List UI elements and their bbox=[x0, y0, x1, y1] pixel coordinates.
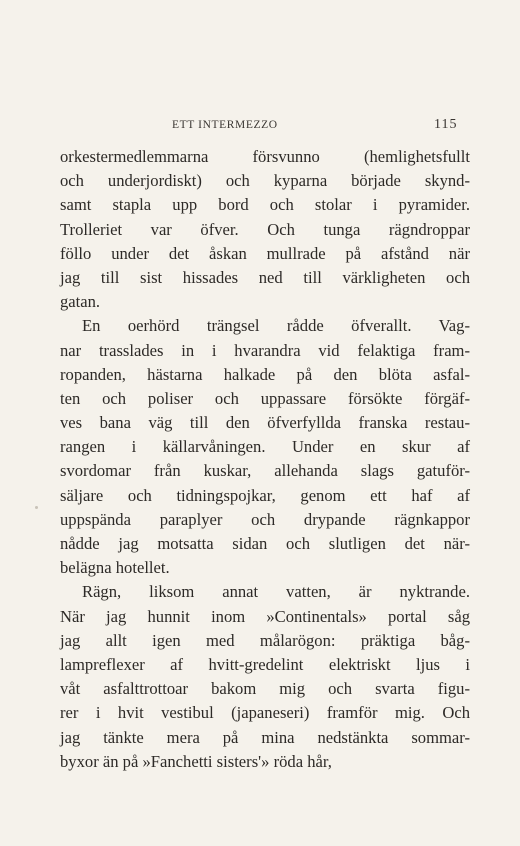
text-line: och underjordiskt) och kyparna började skynd- bbox=[60, 171, 470, 191]
text-line: föllo under det åskan mullrade på afstånd när bbox=[60, 243, 470, 263]
text-line: uppspända paraplyer och drypande rägnkappor bbox=[60, 509, 470, 529]
page-number: 115 bbox=[434, 117, 458, 132]
text-line: ves bana väg till den öfverfyllda franska restau- bbox=[60, 413, 470, 433]
text-line: orkestermedlemmarna försvunno (hemlighetsfullt bbox=[60, 147, 470, 166]
text-line: samt stapla upp bord och stolar i pyramider. bbox=[60, 195, 470, 215]
text-line: byxor än på »Fanchetti sisters'» röda hår, bbox=[60, 751, 332, 771]
text-line: En oerhörd trängsel rådde öfverallt. Vag- bbox=[82, 316, 470, 336]
text-line: rangen i källarvåningen. Under en skur af bbox=[60, 437, 470, 457]
margin-speck bbox=[35, 506, 38, 509]
text-line: jag allt igen med målarögon: präktiga båg- bbox=[60, 630, 470, 650]
text-line: lampreflexer af hvitt-gredelint elektriskt ljus i bbox=[60, 654, 470, 674]
text-line: När jag hunnit inom »Continentals» portal såg bbox=[60, 606, 470, 626]
text-line: Trolleriet var öfver. Och tunga rägndroppar bbox=[60, 219, 470, 239]
text-line: rer i hvit vestibul (japaneseri) framför mig. Och bbox=[60, 703, 470, 723]
text-line: gatan. bbox=[60, 292, 101, 312]
text-line: våt asfalttrottoar bakom mig och svarta figu- bbox=[60, 679, 470, 699]
running-head: ETT INTERMEZZO bbox=[172, 119, 278, 131]
text-line: belägna hotellet. bbox=[60, 558, 170, 578]
text-line: nådde jag motsatta sidan och slutligen det när- bbox=[60, 534, 470, 553]
text-line: ropanden, hästarna halkade på den blöta asfal- bbox=[60, 364, 470, 384]
text-line: ten och poliser och uppassare försökte förgäf- bbox=[60, 388, 470, 408]
text-line: svordomar från kuskar, allehanda slags gatuför- bbox=[60, 461, 470, 481]
text-line: nar trasslades in i hvarandra vid felaktiga fram- bbox=[60, 340, 470, 360]
text-line: säljare och tidningspojkar, genom ett haf af bbox=[60, 485, 470, 505]
text-line: jag till sist hissades ned till värkligheten och bbox=[60, 267, 470, 287]
body-text bbox=[60, 145, 470, 774]
text-line: jag tänkte mera på mina nedstänkta sommar- bbox=[60, 727, 470, 747]
text-line: Rägn, liksom annat vatten, är nyktrande. bbox=[82, 582, 470, 602]
